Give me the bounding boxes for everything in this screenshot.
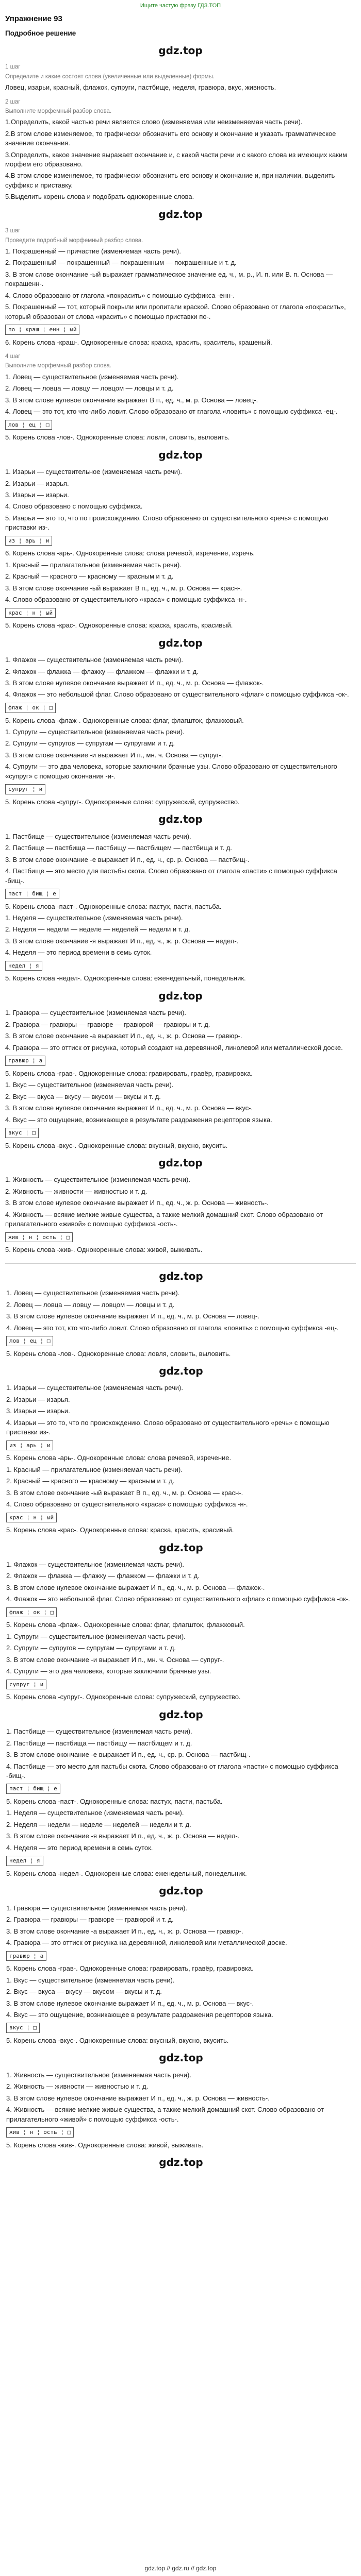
analysis-line: 2. Покрашенный — покрашенный — покрашенным — покрашенные и т. д. [5, 259, 237, 267]
analysis-line: 2. Изарьи — изарья. [5, 479, 69, 487]
analysis-line: 1. Вкус — существительное (изменяемая часть речи). [5, 1081, 174, 1089]
morpheme-diagram: гравюр ¦ а [5, 1056, 45, 1066]
intro-line: Ловец, изарьи, красный, флажок, супруги, пастбище, неделя, гравюра, вкус, живность. [5, 83, 276, 92]
task-label: 1 шаг [5, 64, 21, 71]
morpheme-diagram: крас ¦ н ¦ ый [6, 1513, 57, 1523]
analysis-line: 1. Неделя — существительное (изменяемая часть речи). [6, 1809, 184, 1817]
analysis-line: 5. Корень слова -супруг-. Однокоренные слова: супружеский, супружество. [5, 798, 240, 806]
morpheme-diagram: супруг ¦ и [6, 1680, 46, 1690]
analysis-line: 2. Флажок — флажка — флажку — флажком — флажки и т. д. [6, 1572, 200, 1580]
task-label: 4 шаг [5, 353, 21, 360]
analysis-line: 3. В этом слове окончание -ый выражает В п., ед. ч., м. р. Основа — красн-. [6, 1488, 243, 1497]
analysis-line: 4. Изарьи — это то, что по происхождению. Слово образовано от существительного «речь» с помощью приставки из-. [6, 1418, 330, 1436]
analysis-line: 3. В этом слове нулевое окончание выражает И п., ед. ч., м. р. Основа — вкус-. [5, 1104, 253, 1112]
analysis-line: 4. Вкус — это ощущение, возникающее в результате раздражения рецепторов языка. [6, 2010, 273, 2019]
analysis-line: 2. Гравюра — гравюры — гравюре — гравюрой — гравюры и т. д. [5, 1020, 210, 1028]
analysis-line: 4. Флажок — это небольшой флаг. Слово образовано от существительного «флаг» с помощью суффикса -ок-. [5, 690, 349, 699]
analysis-line: 1. Флажок — существительное (изменяемая часть речи). [6, 1561, 185, 1568]
analysis-line: 3. В этом слове окончание -а выражает И п., ед. ч., ж. р. Основа — гравюр-. [6, 1927, 243, 1935]
analysis-line: 5. Корень слова -вкус-. Однокоренные слова: вкусный, вкусно, вкусить. [5, 1141, 228, 1149]
analysis-line: 4. Пастбище — это место для пастьбы скота. Слово образовано от глагола «пасти» с помощью суффикса -бищ-. [6, 1762, 338, 1780]
morpheme-diagram: паст ¦ бищ ¦ е [5, 889, 59, 899]
analysis-line: 5. Корень слова -флаж-. Однокоренные слова: флаг, флагшток, флажковый. [5, 716, 244, 724]
analysis-line: 2. Изарьи — изарья. [6, 1395, 70, 1403]
analysis-line: 4. Вкус — это ощущение, возникающее в результате раздражения рецепторов языка. [5, 1115, 272, 1124]
analysis-line: 5. Корень слова -крас-. Однокоренные слова: краска, красить, красивый. [5, 621, 233, 630]
morpheme-diagram: лов ¦ ец ¦ □ [5, 420, 52, 430]
analysis-line: 1. Покрашенный — причастие (изменяемая часть речи). [5, 247, 181, 255]
analysis-line: 3. В этом слове нулевое окончание выражает И п., ед. ч., ж. р. Основа — живность-. [5, 1199, 269, 1207]
analysis-line: 4. Гравюра — это оттиск от рисунка на деревянной, линолевой или металлической доске. [6, 1939, 287, 1947]
watermark: gdz.top [159, 1708, 203, 1721]
analysis-line: 5. Корень слова -паст-. Однокоренные слова: пастух, пасти, пастьба. [6, 1798, 223, 1806]
morpheme-diagram: вкус ¦ □ [6, 2023, 40, 2033]
analysis-line: 1. Пастбище — существительное (изменяемая часть речи). [6, 1727, 192, 1736]
analysis-line: 3. В этом слове окончание -и выражает И п., мн. ч. Основа — супруг-. [5, 751, 223, 759]
analysis-line: 1. Ловец — существительное (изменяемая часть речи). [6, 1289, 180, 1297]
analysis-line: 4. Флажок — это небольшой флаг. Слово образовано от существительного «флаг» с помощью суффикса -ок-. [6, 1595, 350, 1603]
analysis-line: 4. Неделя — это период времени в семь суток. [5, 948, 152, 957]
analysis-line: 1. Живность — существительное (изменяемая часть речи). [5, 1176, 190, 1184]
morpheme-diagram: жив ¦ н ¦ ость ¦ □ [5, 1232, 73, 1243]
watermark: gdz.top [158, 813, 203, 826]
section-divider [5, 1263, 356, 1264]
analysis-line: 3. В этом слове нулевое окончание выражает И п., ед. ч., м. р. Основа — вкус-. [6, 1999, 254, 2007]
morpheme-diagram: гравюр ¦ а [6, 1951, 46, 1961]
watermark: gdz.top [159, 1541, 203, 1554]
analysis-line: 1. Изарьи — существительное (изменяемая часть речи). [6, 1384, 183, 1392]
analysis-line: 2. Пастбище — пастбища — пастбищу — пастбищем — пастбища и т. д. [5, 844, 232, 852]
analysis-line: 5. Корень слова -арь-. Однокоренные слова: слова речевой, изречение. [6, 1454, 232, 1462]
step-line: 1.Определить, какой частью речи является слово (изменяемая или неизменяемая часть речи). [5, 118, 303, 126]
watermark: gdz.top [158, 636, 203, 649]
watermark: gdz.top [159, 1269, 203, 1282]
task-text: Выполните морфемный разбор слова. [5, 363, 112, 369]
exercise-title: Упражнение 93 [5, 14, 62, 23]
watermark: gdz.top [158, 989, 203, 1002]
analysis-line: 6. Корень слова -краш-. Однокоренные слова: краска, красить, краситель, крашеный. [5, 338, 272, 346]
analysis-line: 4. Слово образовано от существительного «краса» с помощью суффикса -н-. [6, 1500, 248, 1509]
top-link[interactable]: Ищите частую фразу ГДЗ.ТОП [140, 3, 221, 9]
analysis-line: 1. Флажок — существительное (изменяемая часть речи). [5, 656, 184, 664]
analysis-line: 3. В этом слове окончание -я выражает И п., ед. ч., ж. р. Основа — недел-. [5, 937, 239, 945]
morpheme-diagram: жив ¦ н ¦ ость ¦ □ [6, 2127, 74, 2138]
page [5, 0, 356, 2170]
analysis-line: 5. Корень слова -вкус-. Однокоренные слова: вкусный, вкусно, вкусить. [6, 2037, 229, 2045]
analysis-line: 2. Пастбище — пастбища — пастбищу — пастбищем и т. д. [6, 1739, 192, 1747]
analysis-line: 3. Изарьи — изарьи. [5, 490, 69, 499]
analysis-line: 2. Ловец — ловца — ловцу — ловцом — ловцы и т. д. [5, 384, 174, 393]
analysis-line: 2. Вкус — вкуса — вкусу — вкусом — вкусы и т. д. [5, 1092, 161, 1100]
analysis-line: 1. Гравюра — существительное (изменяемая часть речи). [6, 1904, 188, 1912]
analysis-line: 2. Живность — живности — живностью и т. д. [5, 1187, 147, 1195]
analysis-line: 1. Изарьи — существительное (изменяемая часть речи). [5, 468, 182, 476]
analysis-line: 4. Супруги — это два человека, которые заключили брачные узы. Слово образовано от существительного «супруг» с помощью окончания -и-. [5, 762, 337, 780]
step-line: 5.Выделить корень слова и подобрать однокоренные слова. [5, 193, 194, 201]
morpheme-diagram: из ¦ арь ¦ и [6, 1440, 53, 1451]
footer: gdz.top // gdz.ru // gdz.top [144, 2564, 217, 2572]
task-label: 2 шаг [5, 98, 21, 105]
task-text: Проведите подробный морфемный разбор слова. [5, 237, 143, 244]
analysis-line: 1. Пастбище — существительное (изменяемая часть речи). [5, 832, 191, 840]
analysis-line: 3. В этом слове нулевое окончание выражает И п., ед. ч., м. р. Основа — ловец-. [6, 1312, 259, 1320]
analysis-line: 1. Вкус — существительное (изменяемая часть речи). [6, 1976, 175, 1984]
analysis-line: 3. В этом слове нулевое окончание выражает И п., ед. ч., ж. р. Основа — живность-. [6, 2094, 270, 2102]
analysis-line: 5. Корень слова -крас-. Однокоренные слова: краска, красить, красивый. [6, 1526, 234, 1534]
analysis-line: 5. Корень слова -недел-. Однокоренные слова: еженедельный, понедельник. [6, 1869, 247, 1877]
step-line: 3.Определить, какое значение выражает окончание и, с какой части речи и с какого слова из имеющих каким морфем его образовано. [5, 150, 348, 168]
analysis-line: 1. Ловец — существительное (изменяемая часть речи). [5, 372, 179, 381]
analysis-line: 3. В этом слове окончание -а выражает И п., ед. ч., ж. р. Основа — гравюр-. [5, 1032, 242, 1040]
analysis-line: 5. Корень слова -жив-. Однокоренные слова: живой, выживать. [6, 2141, 204, 2149]
analysis-line: 3. В этом слове окончание -ый выражает В п., ед. ч., м. р. Основа — красн-. [5, 584, 242, 592]
task-label: 3 шаг [5, 228, 21, 234]
solution-block-2 [5, 1269, 356, 2170]
analysis-line: 2. Красный — красного — красному — красным и т. д. [6, 1477, 175, 1485]
analysis-line: 2. Красный — красного — красному — красным и т. д. [5, 572, 174, 581]
analysis-line: 3. Изарьи — изарьи. [6, 1407, 70, 1415]
morpheme-diagram: лов ¦ ец ¦ □ [6, 1336, 53, 1346]
solution-block-1 [5, 63, 356, 1255]
analysis-line: 4. Супруги — это два человека, которые заключили брачные узы. [6, 1667, 211, 1675]
watermark: gdz.top [158, 1157, 203, 1170]
step-line: 2.В этом слове изменяемое, то графически обозначить его основу и окончание и указать грамматическое значение окончания. [5, 129, 336, 147]
analysis-line: 4. Живность — всякие мелкие живые существа, а также мелкий домашний скот. Слово образовано от прилагательного «живой» с помощью суффикса -ость-. [6, 2106, 324, 2123]
analysis-line: 3. В этом слове нулевое окончание выражает И п., ед. ч., м. р. Основа — флажок-. [6, 1583, 265, 1591]
analysis-line: 2. Супруги — супругов — супругам — супругами и т. д. [5, 739, 175, 748]
analysis-line: 3. В этом слове окончание -и выражает И п., мн. ч. Основа — супруг-. [6, 1655, 224, 1664]
analysis-line: 3. В этом слове окончание -я выражает И п., ед. ч., ж. р. Основа — недел-. [6, 1832, 240, 1840]
task-text: Определите и какие состоят слова (увеличенные или выделенные) формы. [5, 73, 215, 80]
morpheme-diagram: крас ¦ н ¦ ый [5, 608, 56, 618]
analysis-line: 3. В этом слове окончание -е выражает И п., ед. ч., ср. р. Основа — пастбищ-. [6, 1751, 251, 1759]
watermark: gdz.top [158, 448, 203, 461]
morpheme-diagram: флаж ¦ ок ¦ □ [5, 703, 56, 713]
task-text: Выполните морфемный разбор слова. [5, 108, 112, 114]
analysis-line: 5. Корень слова -жив-. Однокоренные слова: живой, выживать. [5, 1246, 203, 1254]
morpheme-diagram: недел ¦ я [6, 1856, 43, 1866]
analysis-line: 1. Гравюра — существительное (изменяемая часть речи). [5, 1009, 187, 1017]
analysis-line: 2. Неделя — недели — неделе — неделей — недели и т. д. [5, 925, 190, 934]
analysis-line: 2. Неделя — недели — неделе — неделей — недели и т. д. [6, 1820, 191, 1828]
analysis-line: 2. Гравюра — гравюры — гравюре — гравюрой и т. д. [6, 1916, 174, 1924]
morpheme-diagram: из ¦ арь ¦ и [5, 536, 52, 546]
analysis-line: 1. Красный — прилагательное (изменяемая часть речи). [5, 561, 182, 569]
morpheme-diagram: вкус ¦ □ [5, 1128, 39, 1138]
morpheme-diagram: недел ¦ я [5, 961, 42, 971]
analysis-line: 4. Ловец — это тот, кто что-либо ловит. Слово образовано от глагола «ловить» с помощью суффикса -ец-. [6, 1324, 339, 1332]
analysis-line: 1. Супруги — существительное (изменяемая часть речи). [6, 1632, 186, 1640]
morpheme-diagram: флаж ¦ ок ¦ □ [6, 1607, 57, 1618]
analysis-line: 5. Корень слова -лов-. Однокоренные слова: ловля, словить, выловить. [5, 433, 230, 442]
analysis-line: 5. Изарьи — это то, что по происхождению. Слово образовано от существительного «речь» с помощью приставки из-. [5, 514, 329, 532]
analysis-line: 4. Слово образовано с помощью суффикса. [5, 502, 143, 511]
analysis-line: 2. Флажок — флажка — флажку — флажком — флажки и т. д. [5, 667, 199, 675]
watermark: gdz.top [159, 1365, 203, 1378]
analysis-line: 4. Слово образовано от глагола «покрасить» с помощью суффикса -енн-. [5, 291, 235, 299]
analysis-line: 1. Супруги — существительное (изменяемая часть речи). [5, 727, 185, 736]
analysis-line: 5. Покрашенный — тот, который покрыли или пропитали краской. Слово образовано от глагола «покрасить», который образован от слова «красить» с помощью приставки по-. [5, 303, 346, 320]
watermark: gdz.top [158, 208, 203, 221]
analysis-line: 2. Супруги — супругов — супругам — супругами и т. д. [6, 1644, 176, 1652]
morpheme-diagram: паст ¦ бищ ¦ е [6, 1784, 60, 1794]
analysis-line: 2. Вкус — вкуса — вкусу — вкусом — вкусы и т. д. [6, 1988, 162, 1996]
solution-title: Подробное решение [5, 29, 76, 37]
analysis-line: 5. Корень слова -грав-. Однокоренные слова: гравировать, гравёр, гравировка. [6, 1964, 254, 1973]
analysis-line: 3. В этом слове окончание -ый выражает грамматическое значение ед. ч., м. р., И. п. или В. п. Основа — покрашенн-. [5, 270, 333, 288]
watermark: gdz.top [159, 2052, 203, 2064]
analysis-line: 4. Гравюра — это оттиск от рисунка, который создают на деревянной, линолевой или металлической доске. [5, 1043, 343, 1052]
analysis-line: 3. В этом слове нулевое окончание выражает И п., ед. ч., м. р. Основа — флажок-. [5, 679, 264, 687]
watermark: gdz.top [158, 44, 203, 57]
analysis-line: 2. Живность — живности — живностью и т. д. [6, 2082, 149, 2091]
analysis-line: 5. Корень слова -паст-. Однокоренные слова: пастух, пасти, пастьба. [5, 902, 222, 910]
analysis-line: 3. В этом слове окончание -е выражает И п., ед. ч., ср. р. Основа — пастбищ-. [5, 855, 250, 863]
analysis-line: 1. Неделя — существительное (изменяемая часть речи). [5, 914, 183, 922]
watermark: gdz.top [159, 2156, 203, 2169]
analysis-line: 1. Живность — существительное (изменяемая часть речи). [6, 2071, 191, 2079]
analysis-line: 5. Корень слова -супруг-. Однокоренные слова: супружеский, супружество. [6, 1693, 241, 1701]
analysis-line: 2. Ловец — ловца — ловцу — ловцом — ловцы и т. д. [6, 1300, 175, 1309]
analysis-line: 6. Корень слова -арь-. Однокоренные слова: слова речевой, изречение, изречь. [5, 549, 255, 557]
analysis-line: 4. Живность — всякие мелкие живые существа, а также мелкий домашний скот. Слово образовано от прилагательного «живой» с помощью суффикса -ость-. [5, 1210, 323, 1228]
analysis-line: 4. Пастбище — это место для пастьбы скота. Слово образовано от глагола «пасти» с помощью суффикса -бищ-. [5, 867, 337, 885]
analysis-line: 4. Ловец — это тот, кто что-либо ловит. Слово образовано от глагола «ловить» с помощью суффикса -ец-. [5, 408, 338, 416]
analysis-line: 5. Корень слова -флаж-. Однокоренные слова: флаг, флагшток, флажковый. [6, 1621, 245, 1629]
analysis-line: 3. В этом слове нулевое окончание выражает В п., ед. ч., м. р. Основа — ловец-. [5, 396, 258, 404]
analysis-line: 4. Неделя — это период времени в семь суток. [6, 1843, 153, 1852]
morpheme-diagram: по ¦ краш ¦ енн ¦ ый [5, 325, 79, 335]
analysis-line: 1. Красный — прилагательное (изменяемая часть речи). [6, 1465, 183, 1473]
analysis-line: 5. Корень слова -грав-. Однокоренные слова: гравировать, гравёр, гравировка. [5, 1069, 253, 1077]
morpheme-diagram: супруг ¦ и [5, 784, 45, 794]
analysis-line: 5. Корень слова -недел-. Однокоренные слова: еженедельный, понедельник. [5, 974, 246, 982]
watermark: gdz.top [159, 1885, 203, 1897]
analysis-line: 5. Корень слова -лов-. Однокоренные слова: ловля, словить, выловить. [6, 1349, 231, 1358]
analysis-line: 4. Слово образовано от существительного «краса» с помощью суффикса -н-. [5, 596, 247, 604]
step-line: 4.В этом слове изменяемое, то графически обозначить его основу и окончание и, при наличии, выделить суффикс и приставку. [5, 172, 335, 189]
